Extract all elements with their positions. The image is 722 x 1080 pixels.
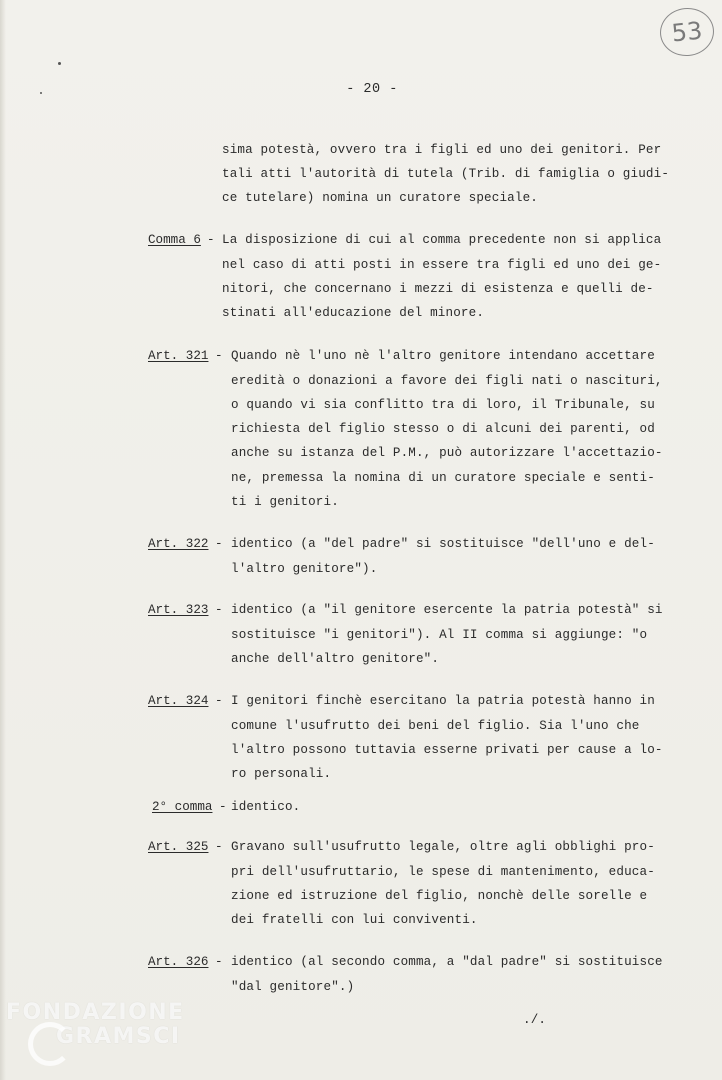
text-line: Gravano sull'usufrutto legale, oltre agli obblighi pro- [231,840,655,854]
section-label-art-322: Art. 322 [148,537,209,551]
text-line: ti i genitori. [231,495,339,509]
archive-watermark-logo [6,1002,185,1048]
text-line: La disposizione di cui al comma precedente non si applica [222,233,662,247]
section-label-2-comma: 2° comma [152,800,213,814]
label-dash: - [207,233,215,247]
section-label-art-323: Art. 323 [148,603,209,617]
text-line: sostituisce "i genitori"). Al II comma si aggiunge: "o [231,628,648,642]
section-label-art-324: Art. 324 [148,694,209,708]
text-line: sima potestà, ovvero tra i figli ed uno dei genitori. Per [222,143,662,157]
text-line: anche su istanza del P.M., può autorizzare l'accettazio- [231,446,663,460]
text-line: o quando vi sia conflitto tra di loro, il Tribunale, su [231,398,655,412]
text-line: Quando nè l'uno nè l'altro genitore intendano accettare [231,349,655,363]
text-line: ro personali. [231,767,332,781]
text-line: dei fratelli con lui conviventi. [231,913,478,927]
text-line: l'altro genitore"). [231,562,378,576]
label-dash: - [215,349,223,363]
label-dash: - [215,537,223,551]
continuation-mark: ./. [523,1013,547,1027]
text-line: nitori, che concernano i mezzi di esistenza e quelli de- [222,282,654,296]
text-line: identico (al secondo comma, a "dal padre" si sostituisce [231,955,663,969]
text-line: stinati all'educazione del minore. [222,306,485,320]
watermark-line-2 [56,1026,185,1048]
label-dash: - [215,955,223,969]
archive-number-stamp [658,5,717,58]
text-line: identico. [231,800,301,814]
section-label-art-326: Art. 326 [148,955,209,969]
label-dash: - [215,840,223,854]
text-line: I genitori finchè esercitano la patria potestà hanno in [231,694,655,708]
text-line: ne, premessa la nomina di un curatore speciale e senti- [231,471,655,485]
text-line: l'altro possono tuttavia esserne privati per cause a lo- [231,743,663,757]
text-line: richiesta del figlio stesso o di alcuni dei parenti, od [231,422,655,436]
ink-speck [58,62,61,65]
text-line: nel caso di atti posti in essere tra figli ed uno dei ge- [222,258,662,272]
text-line: comune l'usufrutto dei beni del figlio. Sia l'uno che [231,719,640,733]
section-label-art-325: Art. 325 [148,840,209,854]
watermark-line-2-text: GRAMSCI [56,1024,181,1049]
text-line: eredità o donazioni a favore dei figli nati o nascituri, [231,374,663,388]
text-line: identico (a "il genitore esercente la patria potestà" si [231,603,663,617]
text-line: pri dell'usufruttario, le spese di mantenimento, educa- [231,865,655,879]
section-label-art-321: Art. 321 [148,349,209,363]
label-dash: - [219,800,227,814]
archive-number: 53 [670,16,704,48]
text-line: zione ed istruzione del figlio, nonchè delle sorelle e [231,889,648,903]
text-line: identico (a "del padre" si sostituisce "dell'uno e del- [231,537,655,551]
watermark-g-arc-icon [28,1022,72,1066]
text-line: tali atti l'autorità di tutela (Trib. di famiglia o giudi- [222,167,670,181]
page-number: - 20 - [346,82,398,97]
text-line: ce tutelare) nomina un curatore speciale. [222,191,539,205]
label-dash: - [215,694,223,708]
watermark-line-1: FONDAZIONE [6,1000,185,1025]
label-dash: - [215,603,223,617]
text-line: anche dell'altro genitore". [231,652,440,666]
page-edge-shadow [0,0,6,1080]
text-line: "dal genitore".) [231,980,355,994]
section-label-comma-6: Comma 6 [148,233,201,247]
